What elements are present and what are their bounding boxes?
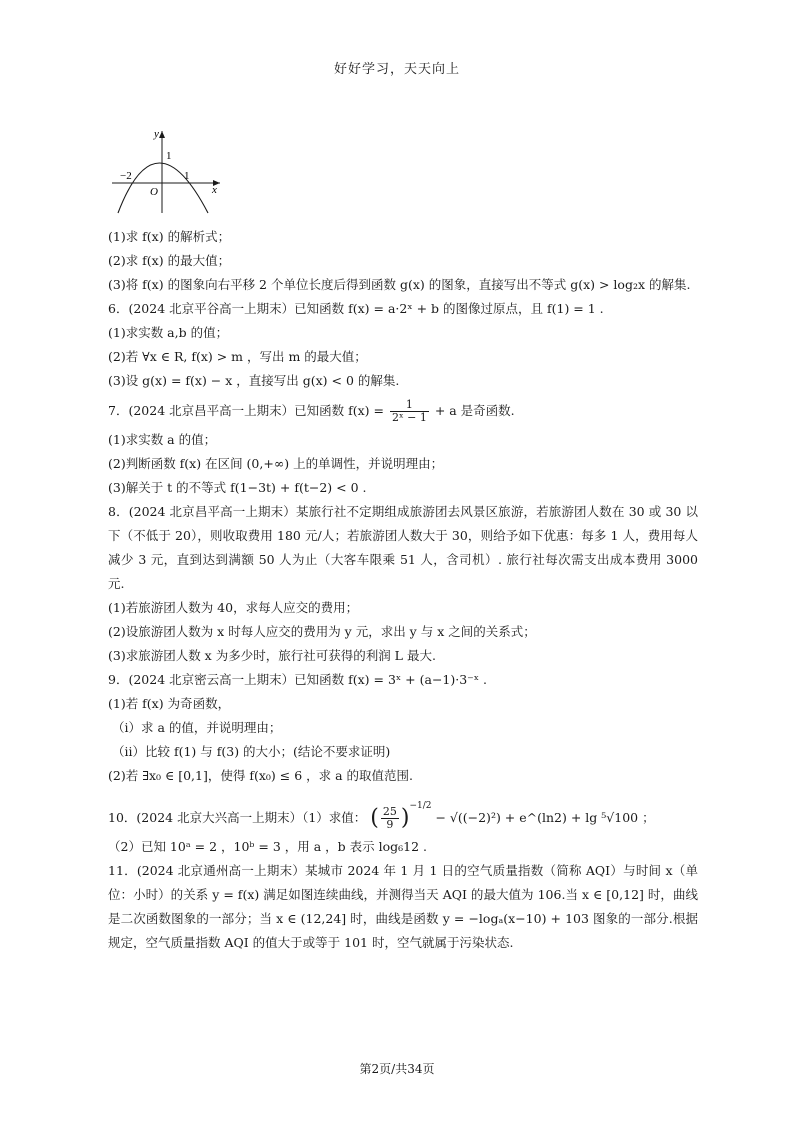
left-root-label: −2	[120, 170, 132, 182]
q10-frac-den: 9	[386, 818, 394, 831]
q5-part-1: (1)求 f(x) 的解析式；	[108, 229, 231, 244]
q6-part-1: (1)求实数 a,b 的值；	[108, 325, 229, 340]
parabola-graph	[108, 123, 224, 215]
q8-part-3: (3)求旅游团人数 x 为多少时，旅行社可获得的利润 L 最大.	[108, 648, 436, 663]
origin-label: O	[150, 186, 158, 198]
page-footer: 第2页/共34页	[359, 1062, 435, 1076]
q10-part-2: （2）已知 10ᵃ = 2 ，10ᵇ = 3 ，用 a ，b 表示 log₆12 .	[108, 839, 427, 854]
q7-frac-den: 2ˣ − 1	[391, 411, 427, 424]
q9-part-1-i: （i）求 a 的值，并说明理由；	[112, 720, 282, 735]
q7-stem-pre: 7．(2024 北京昌平高一上期末）已知函数 f(x) =	[108, 403, 384, 418]
q10-paren-left: (	[370, 805, 379, 831]
q7-part-2: (2)判断函数 f(x) 在区间 (0,+∞) 上的单调性，并说明理由；	[108, 456, 444, 471]
q9-part-2: (2)若 ∃x₀ ∈ [0,1]，使得 f(x₀) ≤ 6 ，求 a 的取值范围.	[108, 768, 413, 783]
y-label: y	[154, 128, 159, 140]
q10-paren-right: )	[400, 805, 410, 831]
q10-stem-pre: 10．(2024 北京大兴高一上期末）（1）求值：	[108, 810, 367, 825]
q10-stem	[108, 794, 698, 831]
q11-stem: 11．(2024 北京通州高一上期末）某城市 2024 年 1 月 1 日的空气质量指数（简称 AQI）与时间 x（单位：小时）的关系 y = f(x) 满足如图连续曲线，并测得当天 AQI 的最大值为 106.当 x ∈ [0,12] 时，曲线是二次函数图象的一部分；当 x ∈ (12,24] 时，曲线是函数 y = −logₐ(x−10) + 103 图象的一部分.根据规定，空气质量指数 AQI 的值大于或等于 101 时，空气就属于污染状态.	[108, 863, 698, 950]
q7-stem-post: + a 是奇函数.	[434, 403, 515, 418]
q8-stem: 8．(2024 北京昌平高一上期末）某旅行社不定期组成旅游团去风景区旅游，若旅游团人数在 30 或 30 以下（不低于 20），则收取费用 180 元/人；若旅游团人数大于 30，则给予如下优惠：每多 1 人，费用每人减少 3 元，直到达到满额 50 人为止（大客车限乘 51 人，含司机）. 旅行社每次需支出成本费用 3000 元.	[108, 504, 698, 591]
page-header: 好好学习，天天向上	[333, 62, 460, 77]
q9-part-1-ii: （ii）比较 f(1) 与 f(3) 的大小；(结论不要求证明)	[112, 744, 391, 759]
q5-part-3: (3)将 f(x) 的图象向右平移 2 个单位长度后得到函数 g(x) 的图象，直接写出不等式 g(x) > log₂x 的解集.	[108, 277, 691, 292]
q10-fraction	[381, 806, 399, 831]
y-axis-arrow	[159, 131, 165, 138]
q7-fraction	[390, 399, 429, 424]
y-intercept-label: 1	[166, 150, 172, 162]
q7-frac-num: 1	[390, 399, 429, 412]
q8-part-2: (2)设旅游团人数为 x 时每人应交的费用为 y 元，求出 y 与 x 之间的关系式；	[108, 624, 536, 639]
question-content	[108, 225, 698, 955]
q10-exponent: −1/2	[409, 801, 432, 811]
q6-part-3: (3)设 g(x) = f(x) − x ，直接写出 g(x) < 0 的解集.	[108, 373, 400, 388]
q9-part-1: (1)若 f(x) 为奇函数，	[108, 696, 231, 711]
q9-stem: 9．(2024 北京密云高一上期末）已知函数 f(x) = 3ˣ + (a−1)·3⁻ˣ .	[108, 672, 488, 687]
right-root-label: 1	[184, 170, 190, 182]
q8-part-1: (1)若旅游团人数为 40，求每人应交的费用；	[108, 600, 359, 615]
q10-frac-num: 25	[382, 805, 397, 818]
q6-part-2: (2)若 ∀x ∈ R, f(x) > m ，写出 m 的最大值；	[108, 349, 367, 364]
q7-stem	[108, 399, 698, 424]
q10-stem-post: − √((−2)²) + e^(ln2) + lg ⁵√100 ；	[435, 810, 655, 825]
q7-part-3: (3)解关于 t 的不等式 f(1−3t) + f(t−2) < 0 .	[108, 480, 367, 495]
q5-part-2: (2)求 f(x) 的最大值；	[108, 253, 231, 268]
q6-stem: 6．(2024 北京平谷高一上期末）已知函数 f(x) = a·2ˣ + b 的图像过原点，且 f(1) = 1 .	[108, 301, 604, 316]
q7-part-1: (1)求实数 a 的值；	[108, 432, 217, 447]
x-label: x	[212, 184, 217, 196]
